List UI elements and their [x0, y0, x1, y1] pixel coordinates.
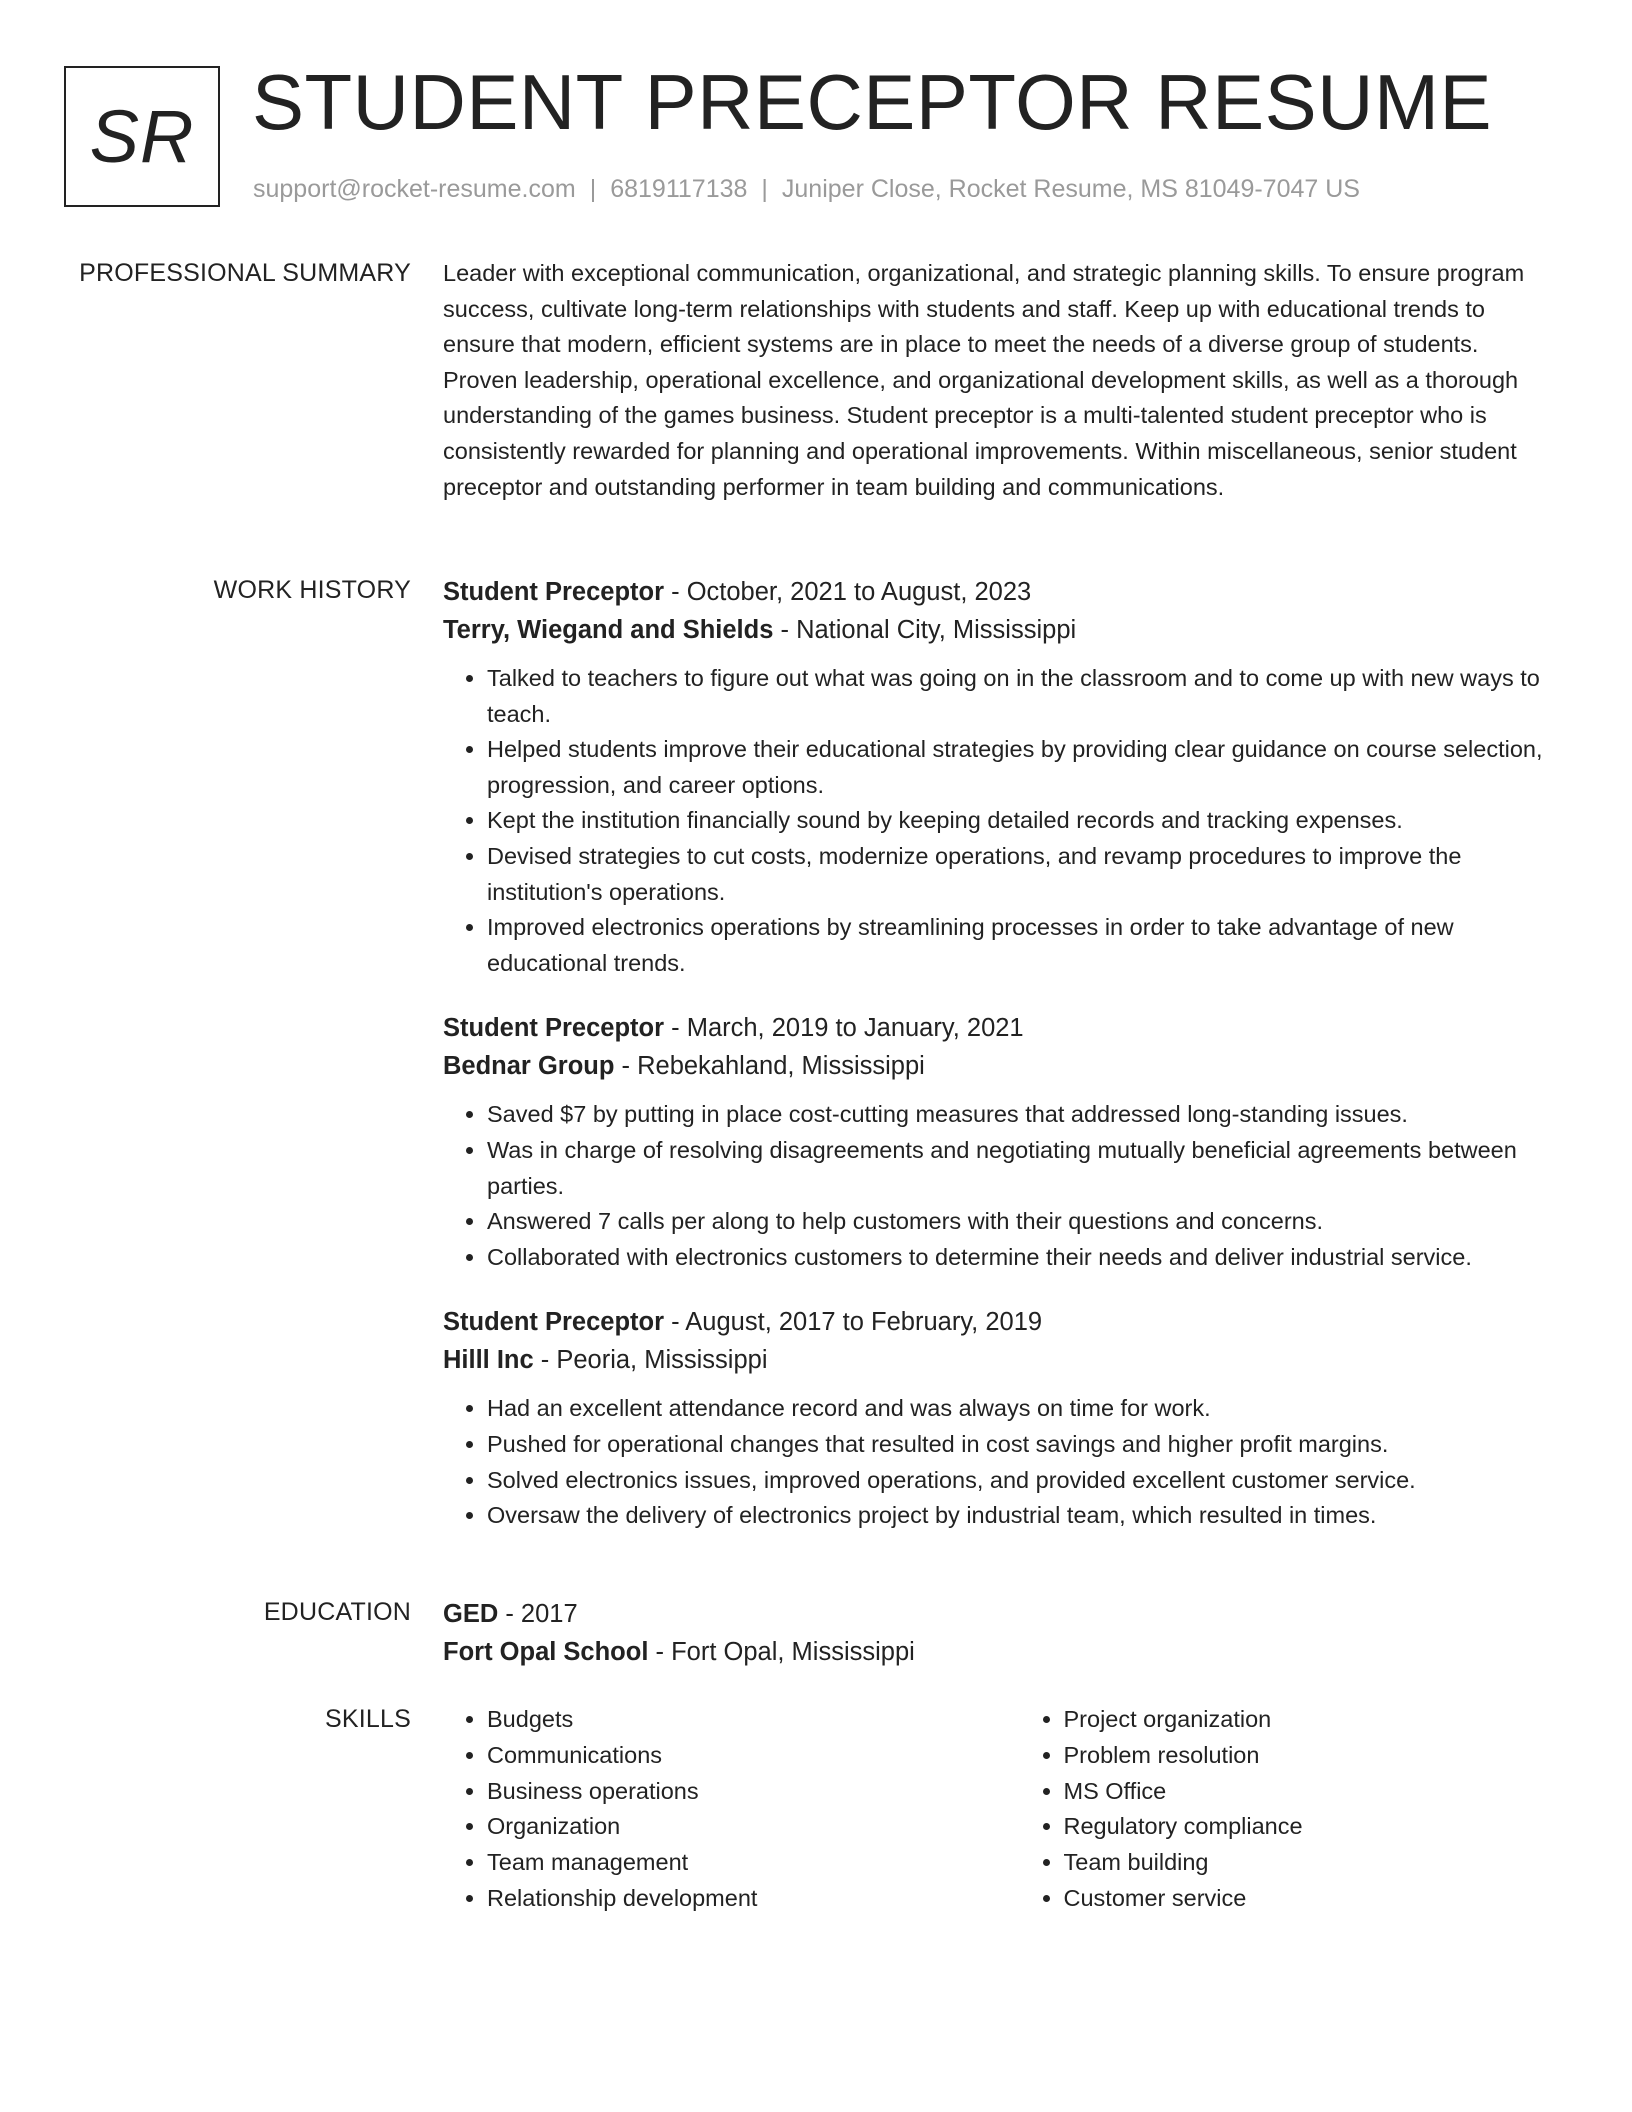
job-dates: - October, 2021 to August, 2023	[664, 578, 1032, 606]
skill-item: • Budgets	[487, 1702, 975, 1738]
skill-item: • Problem resolution	[1064, 1738, 1552, 1774]
job-title-line	[443, 573, 1551, 611]
job-bullet: • Talked to teachers to figure out what was going on in the classroom and to come up with new ways to teach.	[487, 661, 1551, 732]
job-location: - National City, Mississippi	[773, 616, 1077, 644]
job-bullet: • Kept the institution financially sound by keeping detailed records and tracking expenses.	[487, 803, 1551, 839]
job-bullet: • Solved electronics issues, improved operations, and provided excellent customer service.	[487, 1463, 1551, 1499]
job-company: Bednar Group	[443, 1052, 615, 1081]
work-history-list	[443, 573, 1551, 1562]
job-bullet: • Improved electronics operations by streamlining processes in order to take advantage of new educational trends.	[487, 910, 1551, 981]
job-bullet: • Answered 7 calls per along to help customers with their questions and concerns.	[487, 1204, 1551, 1240]
job-company: Hilll Inc	[443, 1346, 534, 1375]
skill-item: • Business operations	[487, 1774, 975, 1810]
job-title: Student Preceptor	[443, 578, 665, 606]
monogram-text: SR	[89, 95, 195, 178]
job-location: - Peoria, Mississippi	[533, 1346, 768, 1375]
section-label-education: EDUCATION	[263, 1598, 411, 1626]
job-bullet: • Was in charge of resolving disagreements and negotiating mutually beneficial agreements between parties.	[487, 1133, 1551, 1204]
job-company-line	[443, 611, 1551, 649]
job-bullets	[443, 1097, 1551, 1275]
job-bullet: • Helped students improve their educational strategies by providing clear guidance on course selection, progression, and career options.	[487, 732, 1551, 803]
job-title-line	[443, 1009, 1551, 1047]
contact-email: support@rocket-resume.com	[253, 175, 576, 203]
job-bullet: • Saved $7 by putting in place cost-cutting measures that addressed long-standing issues.	[487, 1097, 1551, 1133]
job-bullet: • Collaborated with electronics customers to determine their needs and deliver industrial service.	[487, 1240, 1551, 1276]
skill-item: • Relationship development	[487, 1881, 975, 1917]
section-label-skills: SKILLS	[325, 1705, 411, 1733]
contact-line	[253, 172, 1360, 206]
job-company: Terry, Wiegand and Shields	[443, 616, 774, 644]
job-location: - Rebekahland, Mississippi	[614, 1052, 925, 1081]
skill-item: • MS Office	[1064, 1774, 1552, 1810]
job-bullet: • Pushed for operational changes that resulted in cost savings and higher profit margins.	[487, 1427, 1551, 1463]
job-bullets	[443, 661, 1551, 981]
skills-columns	[443, 1702, 1551, 1917]
skill-item: • Organization	[487, 1809, 975, 1845]
contact-separator: |	[761, 175, 768, 203]
section-label-summary: PROFESSIONAL SUMMARY	[79, 259, 411, 287]
skill-item: • Team building	[1064, 1845, 1552, 1881]
section-label-work-history: WORK HISTORY	[213, 576, 411, 604]
job-title: Student Preceptor	[443, 1014, 665, 1043]
skill-item: • Communications	[487, 1738, 975, 1774]
skill-item: • Customer service	[1064, 1881, 1552, 1917]
education-school: Fort Opal School	[443, 1638, 649, 1666]
education-year: - 2017	[498, 1600, 578, 1628]
skill-item: • Project organization	[1064, 1702, 1552, 1738]
skill-item: • Regulatory compliance	[1064, 1809, 1552, 1845]
skill-item: • Team management	[487, 1845, 975, 1881]
job-company-line	[443, 1047, 1551, 1085]
skills-list-left	[443, 1702, 975, 1917]
resume-title: STUDENT PRECEPTOR RESUME	[252, 58, 1492, 146]
summary-text: Leader with exceptional communication, organizational, and strategic planning skills. To ensure program success, cultivate long-term relationships with students and staff. Keep up with educational trends to ensure that modern, efficient systems are in place to meet the needs of a diverse group of students. Proven leadership, operational excellence, and organizational development skills, as well as a thorough understanding of the games business. Student preceptor is a multi-talented student preceptor who is consistently rewarded for planning and operational improvements. Within miscellaneous, senior student preceptor and outstanding performer in team building and communications.	[443, 260, 1525, 500]
job-entry	[443, 1303, 1551, 1533]
job-bullets	[443, 1391, 1551, 1533]
education-degree-line	[443, 1595, 1551, 1633]
job-bullet: • Oversaw the delivery of electronics project by industrial team, which resulted in times.	[487, 1498, 1551, 1534]
job-title-line	[443, 1303, 1551, 1341]
education-location: - Fort Opal, Mississippi	[648, 1638, 915, 1666]
monogram-badge	[64, 66, 220, 207]
education-degree: GED	[443, 1600, 499, 1628]
contact-phone: 6819117138	[610, 175, 748, 203]
job-entry	[443, 573, 1551, 981]
skills-list-right	[1020, 1702, 1552, 1917]
contact-separator: |	[589, 175, 597, 203]
contact-address: Juniper Close, Rocket Resume, MS 81049-7047 US	[781, 175, 1360, 203]
job-dates: - March, 2019 to January, 2021	[664, 1014, 1024, 1043]
job-bullet: • Devised strategies to cut costs, modernize operations, and revamp procedures to improve the institution's operations.	[487, 839, 1551, 910]
job-title: Student Preceptor	[443, 1308, 665, 1337]
job-bullet: • Had an excellent attendance record and was always on time for work.	[487, 1391, 1551, 1427]
job-company-line	[443, 1341, 1551, 1379]
education-school-line	[443, 1633, 1551, 1671]
job-entry	[443, 1009, 1551, 1275]
job-dates: - August, 2017 to February, 2019	[664, 1308, 1043, 1337]
